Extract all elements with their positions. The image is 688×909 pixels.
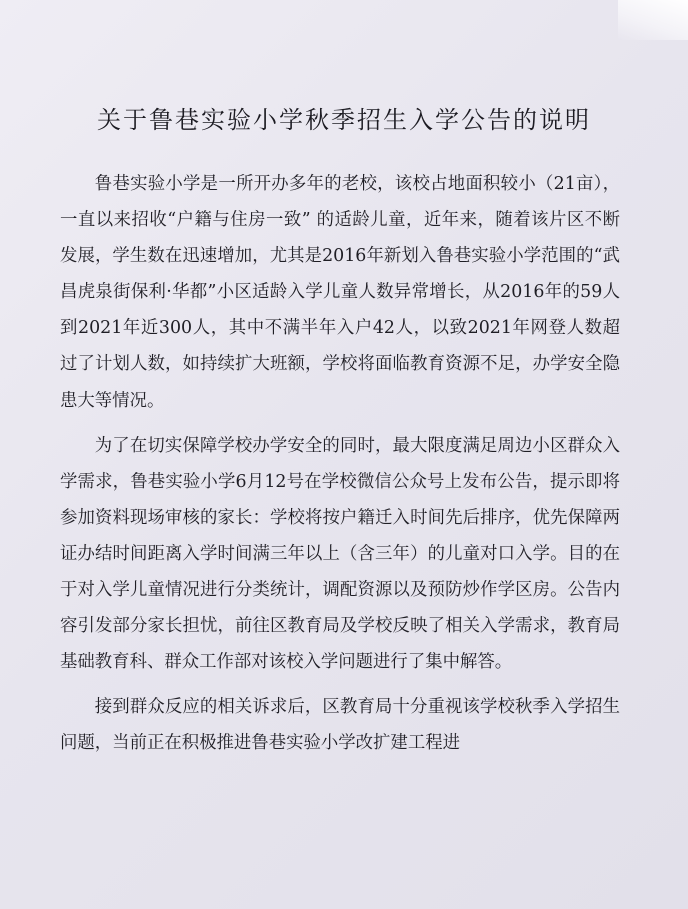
document-body: [60, 166, 620, 771]
paper-fold-corner: [618, 0, 688, 40]
paragraph-3: 接到群众反应的相关诉求后，区教育局十分重视该学校秋季入学招生问题，当前正在积极推进鲁巷实验小学改扩建工程进: [60, 697, 620, 754]
paragraph-2: 为了在切实保障学校办学安全的同时，最大限度满足周边小区群众入学需求，鲁巷实验小学6月12号在学校微信公众号上发布公告，提示即将参加资料现场审核的家长：学校将按户籍迁入时间先后排序，优先保障两证办结时间距离入学时间满三年以上（含三年）的儿童对口入学。目的在于对入学儿童情况进行分类统计，调配资源以及预防炒作学区房。公告内容引发部分家长担忧，前往区教育局及学校反映了相关入学需求，教育局基础教育科、群众工作部对该校入学问题进行了集中解答。: [60, 435, 620, 673]
document-title: 关于鲁巷实验小学秋季招生入学公告的说明: [97, 106, 591, 134]
paragraph-1: 鲁巷实验小学是一所开办多年的老校，该校占地面积较小（21亩），一直以来招收“户籍与住房一致” 的适龄儿童，近年来，随着该片区不断发展，学生数在迅速增加，尤其是2016年新划入鲁巷实验小学范围的“武昌虎泉街保利·华都”小区适龄入学儿童人数异常增长，从2016年的59人到2021年近300人，其中不满半年入户42人，以致2021年网登人数超过了计划人数，如持续扩大班额，学校将面临教育资源不足，办学安全隐患大等情况。: [60, 174, 620, 411]
